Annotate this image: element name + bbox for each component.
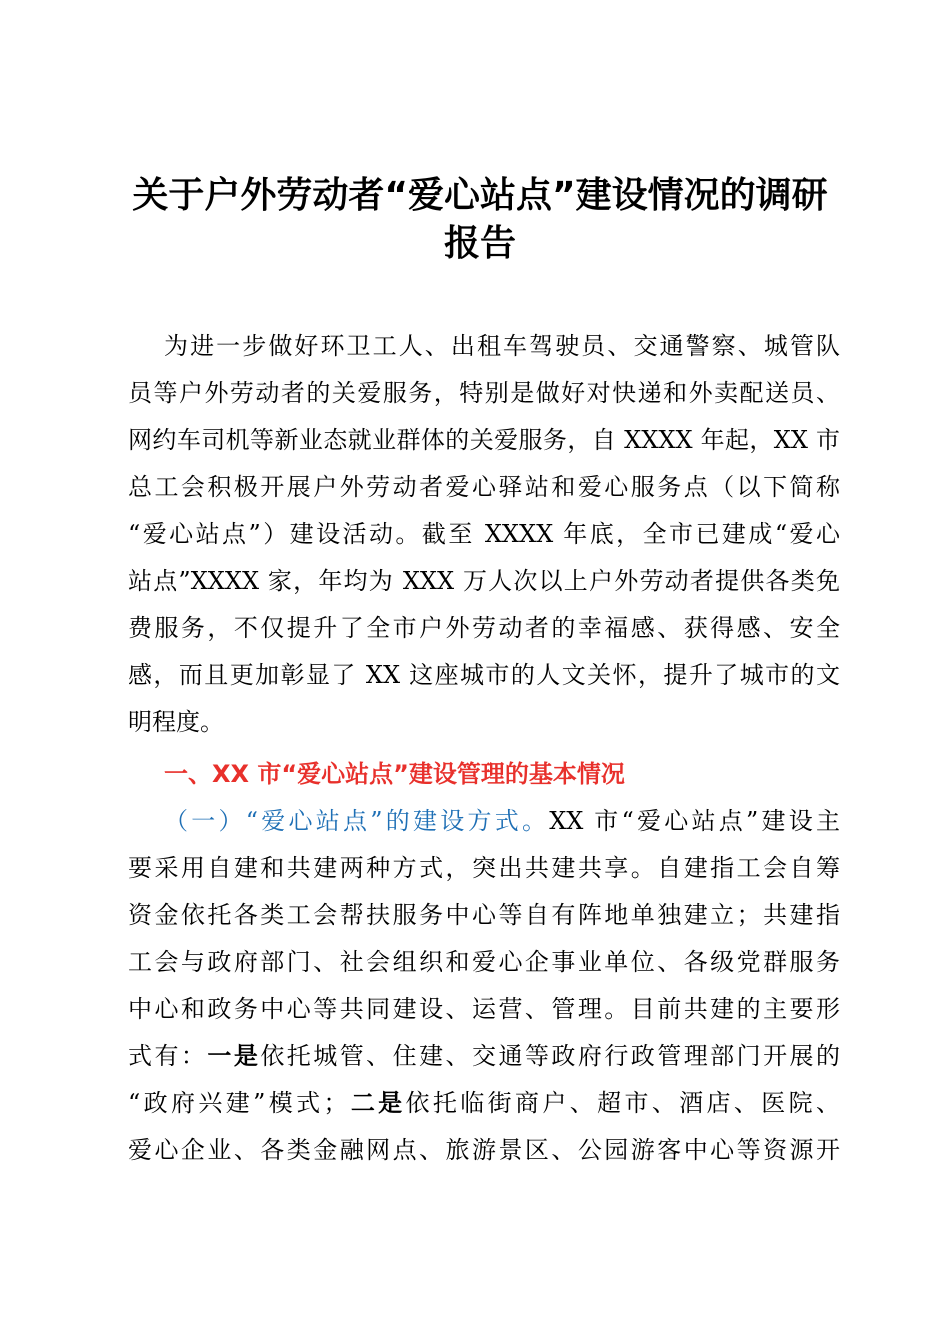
section-1-heading: 一、XX 市“爱心站点”建设管理的基本情况 — [164, 760, 625, 788]
sub1-line: 要采用自建和共建两种方式，突出共建共享。自建指工会自筹 — [128, 854, 840, 882]
intro-line: “爱心站点”）建设活动。截至 XXXX 年底，全市已建成“爱心 — [128, 520, 840, 548]
sub1-line: 工会与政府部门、社会组织和爱心企事业单位、各级党群服务 — [128, 948, 840, 976]
document-title-line-1: 关于户外劳动者“爱心站点”建设情况的调研 — [132, 175, 828, 216]
sub1-line: 爱心企业、各类金融网点、旅游景区、公园游客中心等资源开 — [128, 1136, 840, 1164]
yi-rest: 依托城管、住建、交通等政府行政管理部门开展的 — [260, 1042, 841, 1070]
yi-bold: 一是 — [207, 1042, 261, 1070]
sub1-line-er — [128, 1087, 840, 1119]
intro-line: 网约车司机等新业态就业群体的关爱服务，自 XXXX 年起，XX 市 — [128, 426, 840, 454]
sub1-line-yi — [128, 1040, 840, 1072]
sub1-line: 资金依托各类工会帮扶服务中心等自有阵地单独建立；共建指 — [128, 901, 840, 929]
er-bold: 二是 — [347, 1089, 406, 1117]
yi-prefix: 式有： — [128, 1042, 208, 1070]
sub1-line: 中心和政务中心等共同建设、运营、管理。目前共建的主要形 — [128, 995, 840, 1023]
intro-line: 费服务，不仅提升了全市户外劳动者的幸福感、获得感、安全 — [128, 614, 840, 642]
intro-line: 站点”XXXX 家，年均为 XXX 万人次以上户外劳动者提供各类免 — [128, 567, 840, 595]
document-title-line-2: 报告 — [443, 223, 516, 264]
sub1-first-line — [164, 805, 840, 837]
intro-line: 总工会积极开展户外劳动者爱心驿站和爱心服务点（以下简称 — [128, 473, 840, 501]
intro-line: 为进一步做好环卫工人、出租车驾驶员、交通警察、城管队 — [164, 332, 840, 360]
intro-line: 感，而且更加彰显了 XX 这座城市的人文关怀，提升了城市的文 — [128, 661, 840, 689]
sub1-first-line-rest: XX 市“爱心站点”建设主 — [549, 807, 841, 835]
sub1-heading: （一）“爱心站点”的建设方式。 — [164, 807, 550, 835]
er-rest: 依托临街商户、超市、酒店、医院、 — [405, 1089, 840, 1117]
intro-line: 明程度。 — [128, 708, 224, 736]
intro-line: 员等户外劳动者的关爱服务，特别是做好对快递和外卖配送员、 — [128, 379, 840, 407]
er-prefix: “政府兴建”模式； — [128, 1089, 348, 1117]
